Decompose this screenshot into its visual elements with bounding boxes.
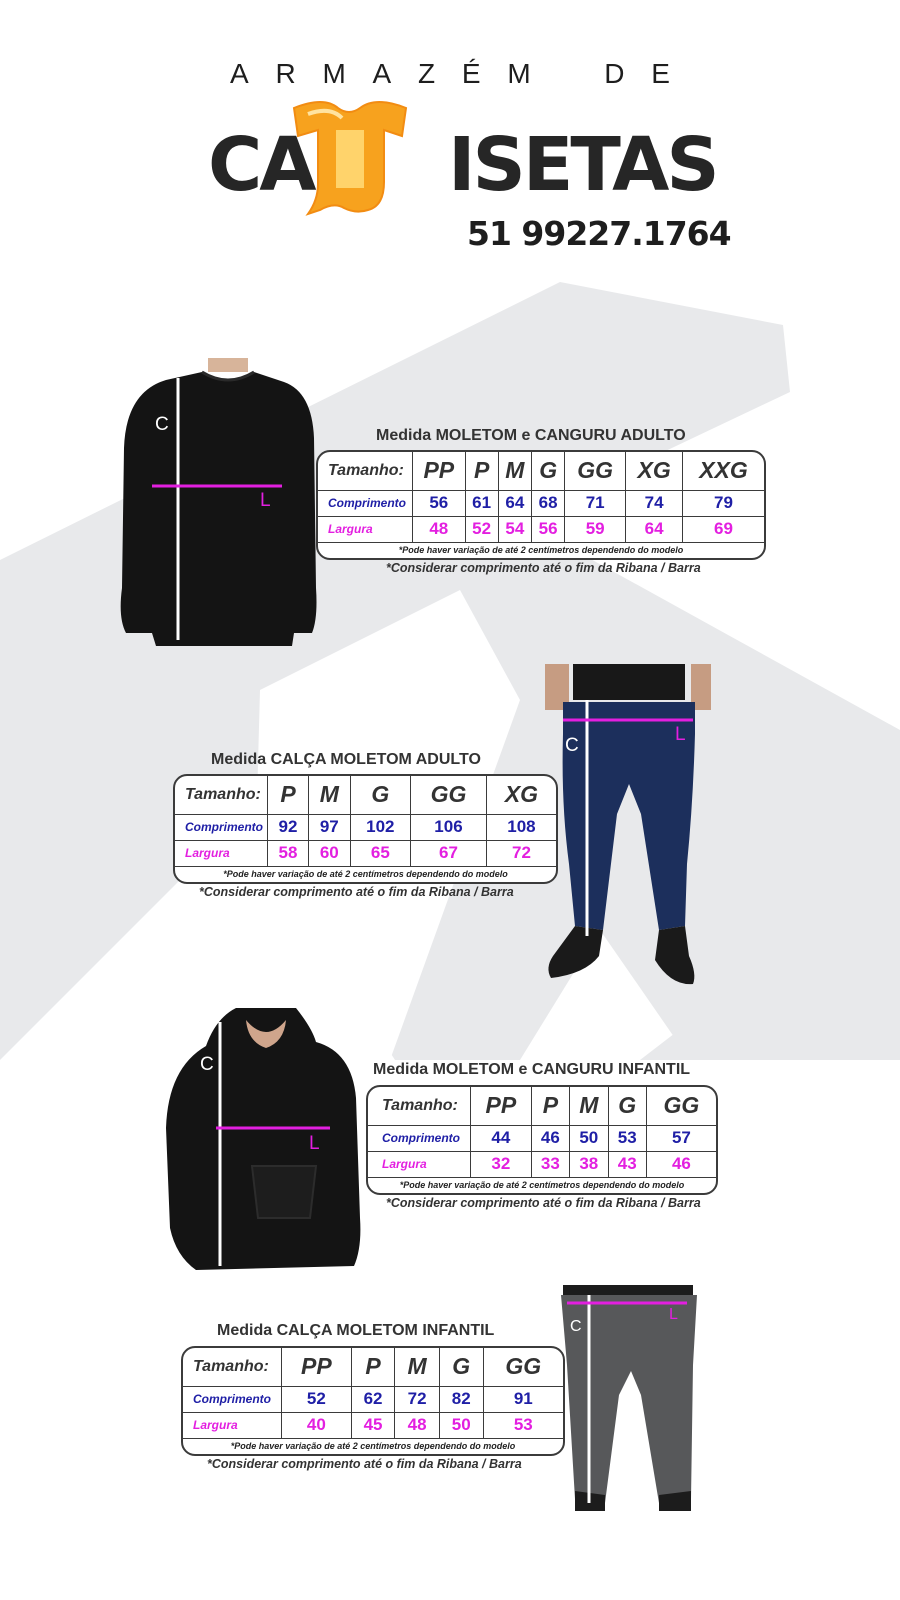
row-label: Comprimento: [368, 1125, 471, 1151]
width-label: L: [669, 1306, 678, 1323]
length-label: C: [155, 414, 169, 435]
length-label: C: [565, 735, 579, 756]
variation-note: *Pode haver variação de até 2 centímetros dependendo do modelo: [183, 1438, 563, 1454]
size-cell: XG: [626, 452, 683, 490]
row-label: Largura: [318, 516, 413, 542]
size-cell: XG: [486, 776, 556, 814]
brand-letter: É: [461, 58, 481, 89]
value-cell: 68: [532, 490, 565, 516]
width-label: L: [260, 490, 271, 511]
phone-number: 51 99227.1764: [467, 214, 731, 253]
width-label: L: [675, 724, 686, 745]
size-cell: P: [268, 776, 309, 814]
table-title: Medida MOLETOM e CANGURU ADULTO: [376, 427, 686, 444]
brand-letter: M: [322, 58, 346, 89]
size-table: [173, 774, 558, 884]
value-cell: 46: [646, 1151, 716, 1177]
value-cell: 97: [309, 814, 351, 840]
adult-pants-photo: [545, 664, 715, 989]
size-cell: P: [531, 1087, 569, 1125]
brand-letter: A: [230, 58, 249, 89]
value-cell: 52: [465, 516, 498, 542]
size-header-label: Tamanho:: [193, 1357, 269, 1375]
value-cell: 58: [268, 840, 309, 866]
length-label: C: [200, 1054, 214, 1075]
row-label: Largura: [368, 1151, 471, 1177]
value-cell: 91: [483, 1386, 563, 1412]
size-cell: XXG: [683, 452, 764, 490]
size-cell: G: [608, 1087, 646, 1125]
value-cell: 56: [413, 490, 466, 516]
size-header-label: Tamanho:: [382, 1096, 458, 1114]
value-cell: 61: [465, 490, 498, 516]
size-table: [316, 450, 766, 560]
value-cell: 82: [439, 1386, 483, 1412]
size-cell: G: [532, 452, 565, 490]
value-cell: 64: [626, 516, 683, 542]
value-cell: 102: [350, 814, 411, 840]
table-title: Medida CALÇA MOLETOM INFANTIL: [217, 1322, 495, 1339]
value-cell: 108: [486, 814, 556, 840]
size-cell: G: [439, 1348, 483, 1386]
value-cell: 72: [395, 1386, 439, 1412]
brand-tagline: [230, 58, 670, 90]
size-table: [366, 1085, 718, 1195]
size-cell: PP: [413, 452, 466, 490]
size-header-label: Tamanho:: [185, 785, 261, 803]
variation-note: *Pode haver variação de até 2 centímetros dependendo do modelo: [318, 542, 764, 558]
size-cell: GG: [646, 1087, 716, 1125]
size-cell: M: [309, 776, 351, 814]
value-cell: 72: [486, 840, 556, 866]
size-cell: P: [351, 1348, 395, 1386]
length-note: *Considerar comprimento até o fim da Ribana / Barra: [386, 1196, 701, 1210]
width-label: L: [309, 1133, 320, 1154]
value-cell: 46: [531, 1125, 569, 1151]
value-cell: 71: [565, 490, 626, 516]
value-cell: 59: [565, 516, 626, 542]
size-cell: GG: [411, 776, 487, 814]
size-cell: GG: [483, 1348, 563, 1386]
value-cell: 92: [268, 814, 309, 840]
adult-sweatshirt-photo: [116, 358, 321, 646]
value-cell: 44: [471, 1125, 532, 1151]
value-cell: 50: [569, 1125, 608, 1151]
size-cell: PP: [282, 1348, 352, 1386]
value-cell: 53: [608, 1125, 646, 1151]
size-cell: G: [350, 776, 411, 814]
value-cell: 79: [683, 490, 764, 516]
value-cell: 32: [471, 1151, 532, 1177]
value-cell: 60: [309, 840, 351, 866]
brand-letter: R: [275, 58, 296, 89]
value-cell: 40: [282, 1412, 352, 1438]
value-cell: 38: [569, 1151, 608, 1177]
row-label: Largura: [183, 1412, 282, 1438]
value-cell: 56: [532, 516, 565, 542]
value-cell: 106: [411, 814, 487, 840]
brand-name-left: CA: [208, 122, 314, 208]
kids-hoodie-photo: [166, 1008, 362, 1270]
value-cell: 52: [282, 1386, 352, 1412]
table-title: Medida CALÇA MOLETOM ADULTO: [211, 751, 481, 768]
value-cell: 48: [395, 1412, 439, 1438]
value-cell: 45: [351, 1412, 395, 1438]
row-label: Comprimento: [318, 490, 413, 516]
variation-note: *Pode haver variação de até 2 centímetros dependendo do modelo: [175, 866, 556, 882]
size-cell: GG: [565, 452, 626, 490]
brand-letter: D: [604, 58, 625, 89]
size-cell: M: [395, 1348, 439, 1386]
row-label: Comprimento: [183, 1386, 282, 1412]
table-title: Medida MOLETOM e CANGURU INFANTIL: [373, 1061, 691, 1078]
brand-letter: A: [372, 58, 392, 89]
value-cell: 43: [608, 1151, 646, 1177]
variation-note: *Pode haver variação de até 2 centímetros dependendo do modelo: [368, 1177, 716, 1193]
value-cell: 64: [498, 490, 531, 516]
value-cell: 50: [439, 1412, 483, 1438]
size-header-label: Tamanho:: [328, 461, 404, 479]
brand-letter: M: [507, 58, 531, 89]
size-cell: P: [465, 452, 498, 490]
brand-name-right: ISETAS: [448, 122, 717, 208]
size-cell: PP: [471, 1087, 532, 1125]
value-cell: 48: [413, 516, 466, 542]
size-cell: M: [569, 1087, 608, 1125]
value-cell: 57: [646, 1125, 716, 1151]
value-cell: 65: [350, 840, 411, 866]
length-note: *Considerar comprimento até o fim da Ribana / Barra: [386, 561, 701, 575]
length-note: *Considerar comprimento até o fim da Ribana / Barra: [199, 885, 514, 899]
size-table: [181, 1346, 565, 1456]
brand-letter: [557, 58, 577, 90]
value-cell: 62: [351, 1386, 395, 1412]
row-label: Largura: [175, 840, 268, 866]
value-cell: 53: [483, 1412, 563, 1438]
brand-letter: E: [651, 58, 670, 89]
size-cell: M: [498, 452, 531, 490]
length-note: *Considerar comprimento até o fim da Ribana / Barra: [207, 1457, 522, 1471]
length-label: C: [570, 1318, 582, 1335]
tshirt-logo-icon: [284, 96, 414, 218]
value-cell: 74: [626, 490, 683, 516]
value-cell: 54: [498, 516, 531, 542]
row-label: Comprimento: [175, 814, 268, 840]
value-cell: 33: [531, 1151, 569, 1177]
value-cell: 69: [683, 516, 764, 542]
brand-letter: Z: [418, 58, 436, 89]
value-cell: 67: [411, 840, 487, 866]
